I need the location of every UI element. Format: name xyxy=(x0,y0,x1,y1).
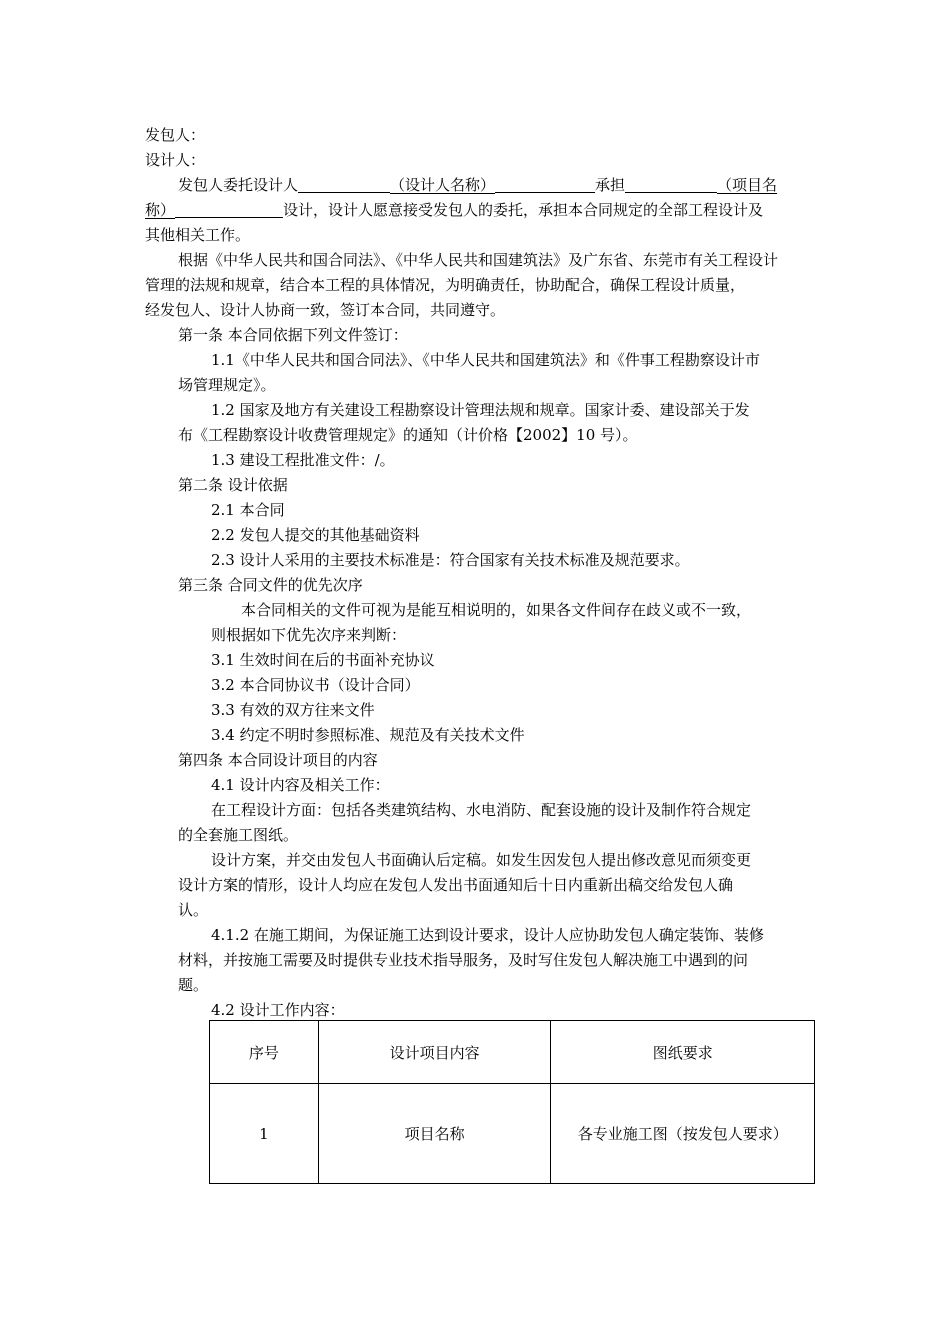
design-items-table xyxy=(209,1020,815,1184)
clause-1-3: 1.3 建设工程批准文件：/。 xyxy=(211,451,395,469)
clause-1-2-line-1: 1.2 国家及地方有关建设工程勘察设计管理法规和规章。国家计委、建设部关于发 xyxy=(211,401,750,419)
clause-4-1-p2-line-1: 设计方案，并交由发包人书面确认后定稿。如发生因发包人提出修改意见而须变更 xyxy=(211,851,752,869)
clause-3-3: 3.3 有效的双方往来文件 xyxy=(211,701,375,719)
article-3-title: 第三条 合同文件的优先次序 xyxy=(178,576,363,594)
table-header-cell: 图纸要求 xyxy=(551,1021,815,1084)
employer-label: 发包人： xyxy=(145,126,206,144)
intro-line-1 xyxy=(145,173,810,198)
blank-line xyxy=(495,174,595,193)
blank-line xyxy=(625,174,717,193)
clause-3-2: 3.2 本合同协议书（设计合同） xyxy=(211,676,420,694)
table-header-row xyxy=(210,1021,815,1084)
clause-1-2-line-2: 布《工程勘察设计收费管理规定》的通知（计价格【2002】10 号）。 xyxy=(178,426,638,444)
article-4-title: 第四条 本合同设计项目的内容 xyxy=(178,751,378,769)
article-1-title: 第一条 本合同依据下列文件签订： xyxy=(178,326,408,344)
table-cell: 各专业施工图（按发包人要求） xyxy=(551,1084,815,1184)
project-name-placeholder: 称） xyxy=(145,201,176,219)
clause-4-1-p2-line-3: 认。 xyxy=(178,901,209,919)
contract-page xyxy=(145,123,810,1023)
intro-text: 设计，设计人愿意接受发包人的委托，承担本合同规定的全部工程设计及 xyxy=(283,201,764,219)
clause-4-2: 4.2 设计工作内容： xyxy=(211,1001,345,1019)
clause-4-1-2-line-3: 题。 xyxy=(178,976,209,994)
clause-4-1: 4.1 设计内容及相关工作： xyxy=(211,776,390,794)
table-cell: 1 xyxy=(210,1084,319,1184)
table-header-cell: 序号 xyxy=(210,1021,319,1084)
designer-label: 设计人： xyxy=(145,151,206,169)
intro-text: 承担 xyxy=(595,176,626,194)
clause-1-1-line-2: 场管理规定》。 xyxy=(178,376,276,394)
clause-1-1-line-1: 1.1《中华人民共和国合同法》、《中华人民共和国建筑法》和《件事工程勘察设计市 xyxy=(211,351,760,369)
clause-2-3: 2.3 设计人采用的主要技术标准是：符合国家有关技术标准及规范要求。 xyxy=(211,551,690,569)
basis-line-1: 根据《中华人民共和国合同法》、《中华人民共和国建筑法》及广东省、东莞市有关工程设计 xyxy=(178,251,779,269)
blank-line xyxy=(175,199,283,218)
intro-line-2 xyxy=(145,198,810,223)
designer-name-placeholder: （设计人名称） xyxy=(390,176,496,194)
table-row xyxy=(210,1084,815,1184)
intro-text: 发包人委托设计人 xyxy=(178,176,299,194)
clause-3-4: 3.4 约定不明时参照标准、规范及有关技术文件 xyxy=(211,726,525,744)
article-3-body-line-1: 本合同相关的文件可视为是能互相说明的，如果各文件间存在歧义或不一致， xyxy=(241,601,752,619)
table-cell: 项目名称 xyxy=(318,1084,551,1184)
article-3-body-line-2: 则根据如下优先次序来判断： xyxy=(211,626,407,644)
clause-4-1-2-line-1: 4.1.2 在施工期间，为保证施工达到设计要求，设计人应协助发包人确定装饰、装修 xyxy=(211,926,764,944)
clause-2-1: 2.1 本合同 xyxy=(211,501,285,519)
table-header-cell: 设计项目内容 xyxy=(318,1021,551,1084)
clause-4-1-p1-line-1: 在工程设计方面：包括各类建筑结构、水电消防、配套设施的设计及制作符合规定 xyxy=(211,801,752,819)
clause-4-1-p1-line-2: 的全套施工图纸。 xyxy=(178,826,299,844)
blank-line xyxy=(298,174,390,193)
intro-line-3: 其他相关工作。 xyxy=(145,226,251,244)
clause-2-2: 2.2 发包人提交的其他基础资料 xyxy=(211,526,420,544)
clause-4-1-2-line-2: 材料，并按施工需要及时提供专业技术指导服务，及时写住发包人解决施工中遇到的问 xyxy=(178,951,749,969)
article-2-title: 第二条 设计依据 xyxy=(178,476,288,494)
basis-line-3: 经发包人、设计人协商一致，签订本合同，共同遵守。 xyxy=(145,301,506,319)
clause-3-1: 3.1 生效时间在后的书面补充协议 xyxy=(211,651,435,669)
project-name-placeholder: （项目名 xyxy=(717,176,778,194)
clause-4-1-p2-line-2: 设计方案的情形，设计人均应在发包人发出书面通知后十日内重新出稿交给发包人确 xyxy=(178,876,734,894)
basis-line-2: 管理的法规和规章，结合本工程的具体情况，为明确责任，协助配合，确保工程设计质量， xyxy=(145,276,746,294)
